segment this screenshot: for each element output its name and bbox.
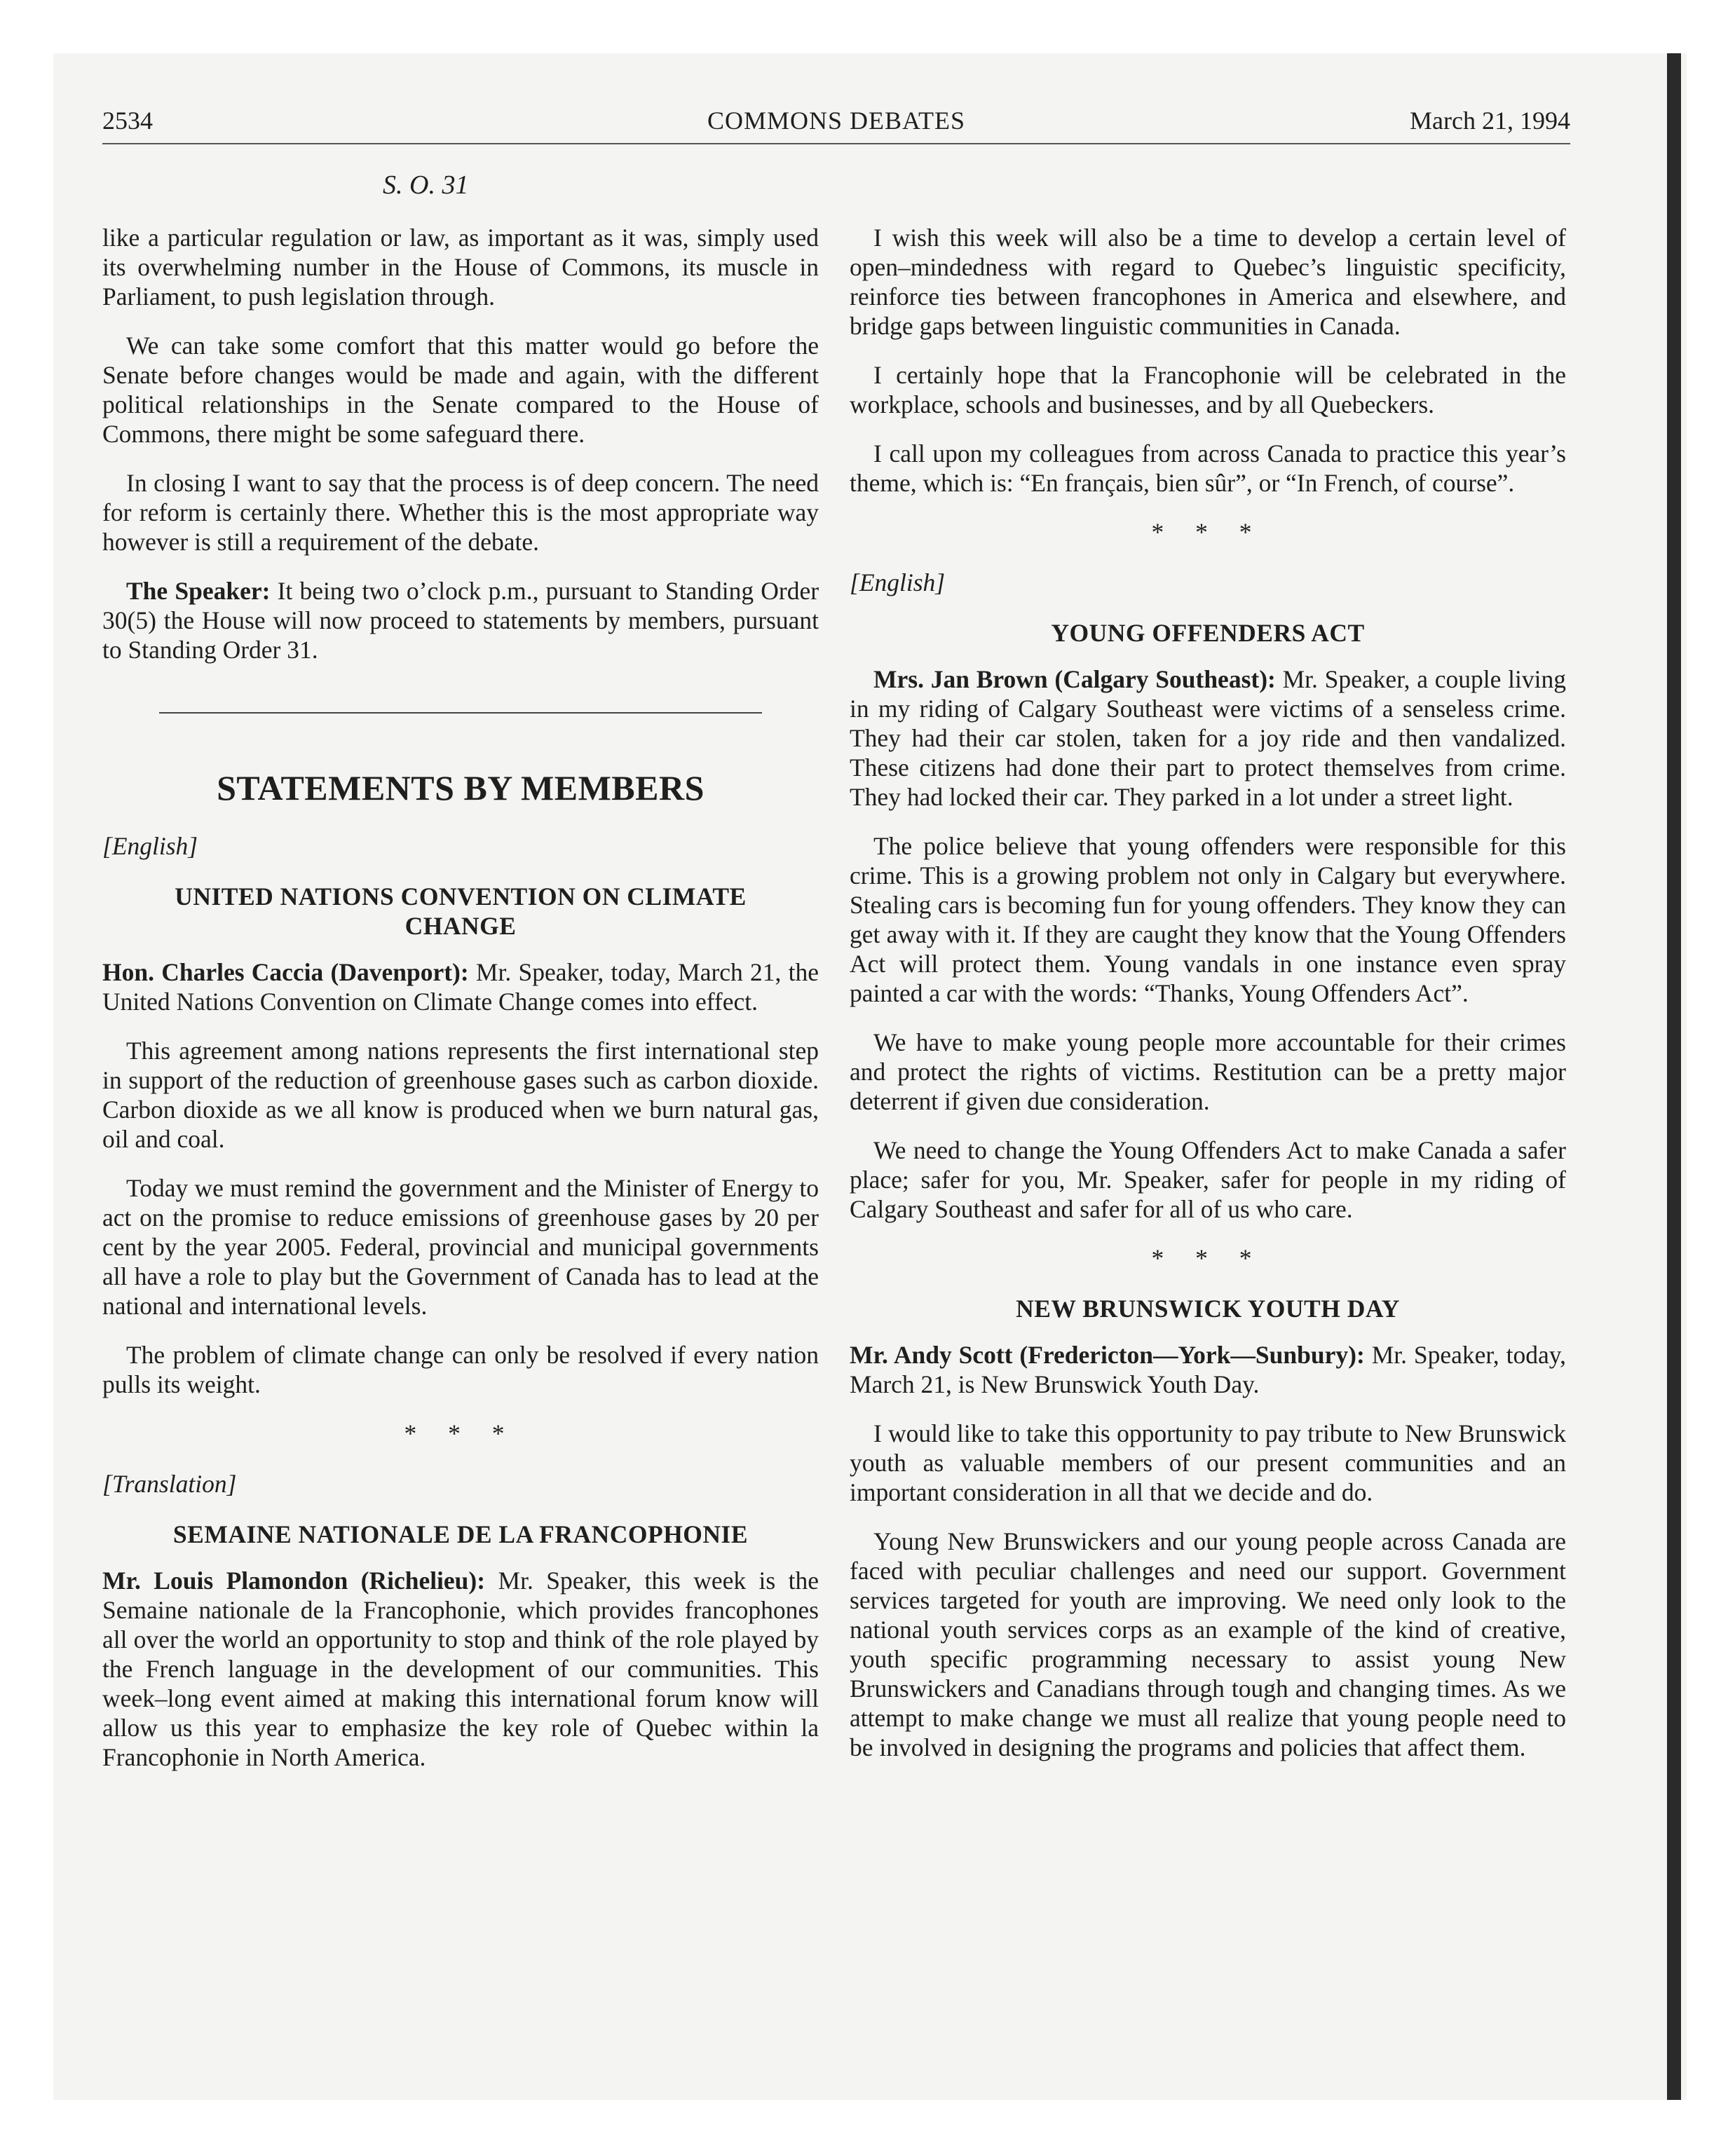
scan-edge-bar	[1667, 53, 1681, 2100]
paragraph: We have to make young people more accountable for their crimes and protect the rights of victims. Restitution can be a pretty major deterrent if given due consideration.	[850, 1028, 1566, 1115]
section-separator: * * *	[404, 1419, 517, 1447]
header-rule	[102, 143, 1570, 144]
speaker-text: Mr. Speaker, today, March 21, is New Brunswick Youth Day.	[850, 1341, 1567, 1398]
paragraph: I certainly hope that la Francophonie will be celebrated in the workplace, schools and businesses, and by all Quebeckers.	[850, 361, 1566, 418]
speaker-paragraph	[850, 664, 1566, 812]
speaker-label: The Speaker:	[126, 577, 271, 605]
speaker-text: Mr. Speaker, today, March 21, the United Nations Convention on Climate Change comes into effect.	[102, 958, 819, 1016]
speaker-label: Hon. Charles Caccia (Davenport):	[102, 958, 469, 986]
language-tag: [Translation]	[102, 1470, 237, 1498]
speaker-text: It being two o’clock p.m., pursuant to Standing Order 30(5) the House will now proceed to statements by members, pursuant to Standing Order 31.	[102, 577, 819, 664]
paragraph: I wish this week will also be a time to develop a certain level of open–mindedness with regard to Quebec’s linguistic specificity, reinforce ties between francophones in America and elsewhere, and bridge gaps between linguistic communities in Canada.	[850, 224, 1566, 340]
section-rule	[159, 712, 762, 714]
running-header	[102, 104, 1570, 146]
section-separator: * * *	[1151, 518, 1265, 546]
paragraph: The police believe that young offenders were responsible for this crime. This is a growing problem not only in Calgary but everywhere. Stealing cars is becoming fun for young offenders. They know they can get away with it. If they are caught they know that the Young Offenders Act will protect them. Young vandals in one instance even spray painted a car with the words: “Thanks, Young Offenders Act”.	[850, 832, 1566, 1007]
section-title: STATEMENTS BY MEMBERS	[217, 768, 705, 807]
paragraph: Today we must remind the government and the Minister of Energy to act on the promise to reduce emissions of greenhouse gases by 20 per cent by the year 2005. Federal, provincial and municipal governments all have a role to play but the Government of Canada has to lead at the national and international levels.	[102, 1174, 819, 1320]
statement-heading: SEMAINE NATIONALE DE LA FRANCOPHONIE	[172, 1520, 749, 1548]
statement-heading: YOUNG OFFENDERS ACT	[1051, 619, 1365, 647]
section-marker: S. O. 31	[383, 170, 469, 200]
paragraph: The problem of climate change can only be resolved if every nation pulls its weight.	[102, 1341, 819, 1398]
speaker-label: Mr. Andy Scott (Fredericton—York—Sunbury):	[850, 1341, 1365, 1369]
right-column	[850, 223, 1566, 1782]
paragraph: like a particular regulation or law, as important as it was, simply used its overwhelming number in the House of Commons, its muscle in Parliament, to push legislation through.	[102, 224, 819, 311]
paragraph: In closing I want to say that the process is of deep concern. The need for reform is certainly there. Whether this is the most appropriate way however is still a requirement of the debate.	[102, 469, 819, 556]
speaker-paragraph	[102, 957, 819, 1016]
paragraph: We need to change the Young Offenders Act to make Canada a safer place; safer for you, Mr. Speaker, safer for people in my riding of Calgary Southeast and safer for all of us who care.	[850, 1136, 1566, 1223]
speaker-paragraph	[102, 1566, 819, 1772]
speaker-label: Mr. Louis Plamondon (Richelieu):	[102, 1567, 486, 1595]
paragraph: I would like to take this opportunity to pay tribute to New Brunswick youth as valuable members of our present communities and an important consideration in all that we decide and do.	[850, 1419, 1566, 1506]
paragraph: We can take some comfort that this matter would go before the Senate before changes would be made and again, with the different political relationships in the Senate compared to the House of Commons, there might be some safeguard there.	[102, 332, 819, 448]
statement-heading: NEW BRUNSWICK YOUTH DAY	[1016, 1295, 1400, 1323]
paragraph: This agreement among nations represents the first international step in support of the reduction of greenhouse gases such as carbon dioxide. Carbon dioxide as we all know is produced when we burn natural gas, oil and coal.	[102, 1037, 819, 1153]
language-tag: [English]	[850, 568, 946, 596]
statement-heading: UNITED NATIONS CONVENTION ON CLIMATE CHANGE	[175, 882, 747, 940]
section-separator: * * *	[1151, 1244, 1265, 1272]
speaker-paragraph	[850, 1340, 1566, 1399]
speaker-label: Mrs. Jan Brown (Calgary Southeast):	[873, 665, 1276, 693]
page-number: 2534	[102, 107, 153, 135]
publication-title: COMMONS DEBATES	[707, 107, 966, 135]
speaker-paragraph	[102, 576, 819, 664]
paragraph: I call upon my colleagues from across Canada to practice this year’s theme, which is: “En français, bien sûr”, or “In French, of course”.	[850, 439, 1566, 497]
left-column	[102, 223, 819, 1792]
speaker-text: Mr. Speaker, this week is the Semaine nationale de la Francophonie, which provides francophones all over the world an opportunity to stop and think of the role played by the French language in the development of our communities. This week–long event aimed at making this international forum know will allow us this year to emphasize the key role of Quebec within la Francophonie in North America.	[102, 1567, 819, 1771]
header-date: March 21, 1994	[1410, 107, 1570, 135]
speaker-text: Mr. Speaker, a couple living in my riding of Calgary Southeast were victims of a senseless crime. They had their car stolen, taken for a joy ride and then vandalized. These citizens had done their part to protect themselves from crime. They had locked their car. They parked in a lot under a street light.	[850, 665, 1566, 811]
paragraph: Young New Brunswickers and our young people across Canada are faced with peculiar challenges and need our support. Government services targeted for youth are improving. We need only look to the national youth services corps as an example of the kind of creative, youth specific programming necessary to assist young New Brunswickers and Canadians through tough and changing times. As we attempt to make change we must all realize that young people need to be involved in designing the programs and policies that affect them.	[850, 1527, 1566, 1761]
language-tag: [English]	[102, 832, 198, 860]
